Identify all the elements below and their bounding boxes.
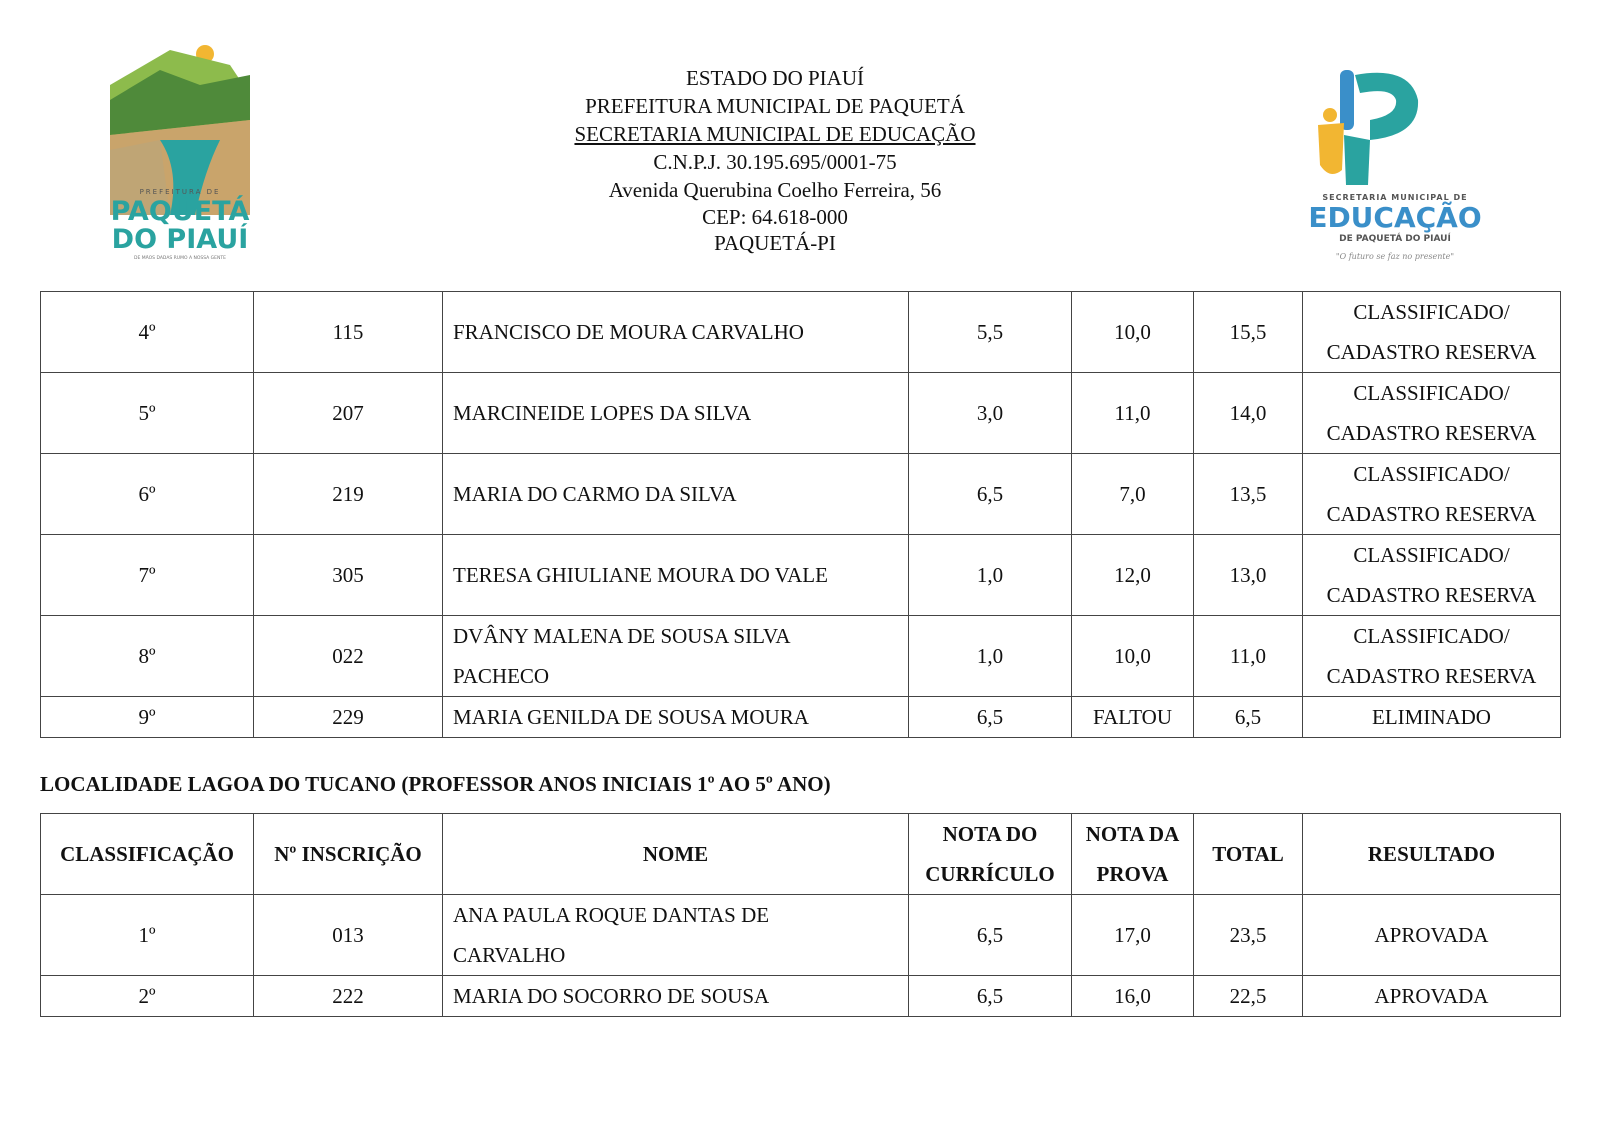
- result-line: CADASTRO RESERVA: [1326, 583, 1537, 607]
- header-cnpj: C.N.P.J. 30.195.695/0001-75: [653, 150, 897, 174]
- name-cell: TERESA GHIULIANE MOURA DO VALE: [443, 535, 909, 616]
- header-prefecture: PREFEITURA MUNICIPAL DE PAQUETÁ: [585, 94, 965, 118]
- header-total: TOTAL: [1194, 814, 1303, 895]
- name-cell: FRANCISCO DE MOURA CARVALHO: [443, 292, 909, 373]
- header-classification: CLASSIFICAÇÃO: [41, 814, 254, 895]
- exam-score-cell: 12,0: [1072, 535, 1194, 616]
- exam-score-cell: 17,0: [1072, 895, 1194, 976]
- registration-cell: 207: [254, 373, 443, 454]
- logo-right-top-text: SECRETARIA MUNICIPAL DE: [1322, 193, 1468, 202]
- result-cell: [1303, 616, 1561, 697]
- header-result: RESULTADO: [1303, 814, 1561, 895]
- name-line: CARVALHO: [453, 943, 566, 967]
- result-line: CADASTRO RESERVA: [1326, 421, 1537, 445]
- classification-cell: 6º: [41, 454, 254, 535]
- curriculum-score-cell: 1,0: [909, 535, 1072, 616]
- table-row: [41, 373, 1561, 454]
- header-name: NOME: [443, 814, 909, 895]
- table-row: [41, 616, 1561, 697]
- result-line: CLASSIFICADO/: [1353, 543, 1510, 567]
- table-row: [41, 697, 1561, 738]
- table-row: [41, 454, 1561, 535]
- result-line: CADASTRO RESERVA: [1326, 340, 1537, 364]
- logo-left-tagline: DE MÃOS DADAS RUMO A NOSSA GENTE: [134, 256, 226, 261]
- total-cell: 13,5: [1194, 454, 1303, 535]
- registration-cell: 115: [254, 292, 443, 373]
- classification-cell: 5º: [41, 373, 254, 454]
- name-line: PACHECO: [453, 664, 550, 688]
- total-cell: 6,5: [1194, 697, 1303, 738]
- name-cell: [443, 895, 909, 976]
- registration-cell: 219: [254, 454, 443, 535]
- total-cell: 23,5: [1194, 895, 1303, 976]
- registration-cell: 013: [254, 895, 443, 976]
- result-line: CLASSIFICADO/: [1353, 381, 1510, 405]
- curriculum-score-cell: 6,5: [909, 454, 1072, 535]
- header-city: PAQUETÁ-PI: [714, 231, 836, 255]
- total-cell: 22,5: [1194, 976, 1303, 1017]
- registration-cell: 022: [254, 616, 443, 697]
- exam-score-cell: 10,0: [1072, 292, 1194, 373]
- header-curriculum-score: [909, 814, 1072, 895]
- results-table-lagoa-do-tucano: [40, 813, 1561, 1017]
- header-line: NOTA DO: [942, 822, 1038, 846]
- name-cell: MARIA GENILDA DE SOUSA MOURA: [443, 697, 909, 738]
- exam-score-cell: 11,0: [1072, 373, 1194, 454]
- header-address: Avenida Querubina Coelho Ferreira, 56: [608, 178, 942, 202]
- result-line: CLASSIFICADO/: [1353, 462, 1510, 486]
- result-line: CLASSIFICADO/: [1353, 624, 1510, 648]
- name-cell: MARIA DO SOCORRO DE SOUSA: [443, 976, 909, 1017]
- total-cell: 13,0: [1194, 535, 1303, 616]
- classification-cell: 2º: [41, 976, 254, 1017]
- paqueta-logo: [100, 40, 260, 265]
- result-line: CLASSIFICADO/: [1353, 300, 1510, 324]
- logo-right-tagline: "O futuro se faz no presente": [1335, 252, 1455, 261]
- result-cell: APROVADA: [1303, 976, 1561, 1017]
- registration-cell: 229: [254, 697, 443, 738]
- header-line: CURRÍCULO: [925, 862, 1055, 886]
- result-cell: [1303, 373, 1561, 454]
- curriculum-score-cell: 6,5: [909, 976, 1072, 1017]
- exam-score-cell: 10,0: [1072, 616, 1194, 697]
- logo-left-top-text: PREFEITURA DE: [139, 188, 221, 196]
- result-cell: ELIMINADO: [1303, 697, 1561, 738]
- educacao-logo: [1300, 55, 1490, 270]
- logo-left-line2: DO PIAUÍ: [111, 224, 249, 255]
- table-row: [41, 535, 1561, 616]
- name-cell: [443, 616, 909, 697]
- classification-cell: 1º: [41, 895, 254, 976]
- table-row: [41, 292, 1561, 373]
- logo-right-line2: DE PAQUETÁ DO PIAUÍ: [1339, 234, 1451, 244]
- classification-cell: 4º: [41, 292, 254, 373]
- result-line: CADASTRO RESERVA: [1326, 502, 1537, 526]
- result-cell: [1303, 292, 1561, 373]
- total-cell: 14,0: [1194, 373, 1303, 454]
- curriculum-score-cell: 3,0: [909, 373, 1072, 454]
- result-cell: [1303, 454, 1561, 535]
- classification-cell: 7º: [41, 535, 254, 616]
- name-cell: MARIA DO CARMO DA SILVA: [443, 454, 909, 535]
- curriculum-score-cell: 1,0: [909, 616, 1072, 697]
- result-cell: APROVADA: [1303, 895, 1561, 976]
- name-line: ANA PAULA ROQUE DANTAS DE: [453, 903, 770, 927]
- exam-score-cell: 7,0: [1072, 454, 1194, 535]
- header-exam-score: [1072, 814, 1194, 895]
- results-table-continuation: [40, 291, 1561, 738]
- logo-right-line1: EDUCAÇÃO: [1308, 201, 1482, 234]
- exam-score-cell: FALTOU: [1072, 697, 1194, 738]
- logo-left-line1: PAQUETÁ: [110, 196, 250, 227]
- header-secretariat: SECRETARIA MUNICIPAL DE EDUCAÇÃO: [574, 122, 976, 146]
- name-line: DVÂNY MALENA DE SOUSA SILVA: [453, 624, 791, 648]
- registration-cell: 222: [254, 976, 443, 1017]
- header-line: PROVA: [1096, 862, 1169, 886]
- curriculum-score-cell: 6,5: [909, 895, 1072, 976]
- classification-cell: 8º: [41, 616, 254, 697]
- result-line: CADASTRO RESERVA: [1326, 664, 1537, 688]
- header-cep: CEP: 64.618-000: [702, 205, 848, 229]
- table-row: [41, 976, 1561, 1017]
- total-cell: 15,5: [1194, 292, 1303, 373]
- header-line: NOTA DA: [1085, 822, 1180, 846]
- table-row: [41, 895, 1561, 976]
- exam-score-cell: 16,0: [1072, 976, 1194, 1017]
- header-registration: Nº INSCRIÇÃO: [254, 814, 443, 895]
- document-header: [450, 64, 1100, 256]
- total-cell: 11,0: [1194, 616, 1303, 697]
- educacao-logo-graphic: [1300, 55, 1490, 195]
- curriculum-score-cell: 6,5: [909, 697, 1072, 738]
- header-state: ESTADO DO PIAUÍ: [686, 66, 864, 90]
- result-cell: [1303, 535, 1561, 616]
- classification-cell: 9º: [41, 697, 254, 738]
- registration-cell: 305: [254, 535, 443, 616]
- section-title-lagoa-do-tucano: LOCALIDADE LAGOA DO TUCANO (PROFESSOR ANOS INICIAIS 1º AO 5º ANO): [40, 772, 831, 796]
- name-cell: MARCINEIDE LOPES DA SILVA: [443, 373, 909, 454]
- curriculum-score-cell: 5,5: [909, 292, 1072, 373]
- table-header-row: [41, 814, 1561, 895]
